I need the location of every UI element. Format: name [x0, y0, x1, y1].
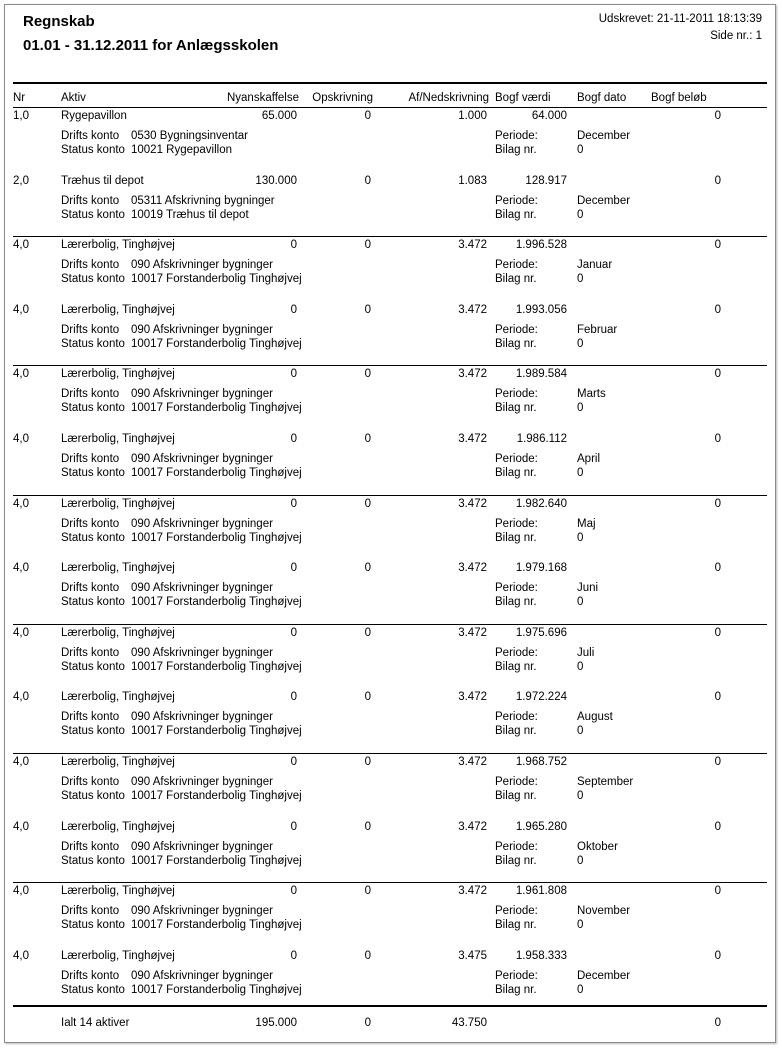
row-nr: 1,0	[13, 110, 29, 122]
status-konto-label: Status konto	[61, 919, 125, 932]
drifts-konto-label: Drifts konto	[61, 905, 120, 918]
report-title: Regnskab	[23, 13, 95, 30]
row-aktiv: Lærerbolig, Tinghøjvej	[61, 433, 175, 445]
periode-label: Periode:	[495, 323, 538, 336]
periode-label: Periode:	[495, 517, 538, 530]
row-bogf-vaerdi: 1.996.528	[515, 239, 567, 252]
status-konto-value: 10017 Forstanderbolig Tinghøjvej	[131, 337, 302, 350]
row-bogf-beloeb: 0	[714, 497, 721, 510]
status-konto-label: Status konto	[61, 725, 125, 738]
periode-value: August	[577, 711, 613, 724]
bilag-value: 0	[577, 660, 584, 673]
row-bogf-vaerdi: 1.961.808	[515, 885, 567, 898]
periode-label: Periode:	[495, 259, 538, 272]
drifts-konto-label: Drifts konto	[61, 453, 120, 465]
row-nyanskaffelse: 0	[290, 626, 297, 639]
periode-value: Oktober	[577, 840, 618, 853]
status-konto-value: 10019 Træhus til depot	[131, 208, 249, 221]
row-bogf-beloeb: 0	[714, 368, 721, 381]
row-bogf-vaerdi: 1.986.112	[516, 433, 567, 445]
row-bogf-vaerdi: 1.989.584	[515, 368, 567, 381]
status-konto-label: Status konto	[61, 402, 125, 415]
row-aktiv: Lærerbolig, Tinghøjvej	[61, 691, 175, 704]
status-konto-value: 10017 Forstanderbolig Tinghøjvej	[131, 919, 302, 932]
bilag-value: 0	[577, 467, 584, 479]
row-bogf-beloeb: 0	[714, 239, 721, 252]
status-konto-value: 10017 Forstanderbolig Tinghøjvej	[131, 596, 302, 609]
col-opskrivning: Opskrivning	[312, 92, 373, 104]
drifts-konto-label: Drifts konto	[61, 582, 120, 595]
status-konto-value: 10017 Forstanderbolig Tinghøjvej	[131, 790, 302, 802]
totals-nyanskaffelse: 195.000	[255, 1017, 297, 1029]
bilag-label: Bilag nr.	[495, 596, 537, 609]
status-konto-label: Status konto	[61, 208, 125, 221]
row-bogf-beloeb: 0	[714, 820, 721, 833]
table-row	[5, 497, 775, 561]
row-bogf-beloeb: 0	[714, 562, 721, 575]
row-opskrivning: 0	[364, 303, 371, 316]
table-row	[5, 303, 775, 367]
row-bogf-vaerdi: 128.917	[525, 174, 567, 187]
row-separator	[13, 882, 767, 883]
row-nyanskaffelse: 0	[290, 820, 297, 833]
status-konto-label: Status konto	[61, 531, 125, 544]
bilag-label: Bilag nr.	[495, 854, 537, 867]
table-row	[5, 949, 775, 1013]
table-row	[5, 690, 775, 754]
row-nr: 4,0	[13, 756, 29, 768]
bilag-value: 0	[577, 596, 584, 609]
row-bogf-beloeb: 0	[714, 949, 721, 962]
drifts-konto-value: 05311 Afskrivning bygninger	[131, 194, 275, 207]
row-afskrivning: 3.472	[458, 691, 487, 704]
bilag-label: Bilag nr.	[495, 337, 537, 350]
bilag-label: Bilag nr.	[495, 790, 537, 802]
row-nr: 4,0	[13, 691, 29, 704]
row-nyanskaffelse: 0	[290, 756, 297, 768]
drifts-konto-label: Drifts konto	[61, 711, 120, 724]
row-afskrivning: 3.472	[458, 756, 487, 768]
printed-timestamp: Udskrevet: 21-11-2011 18:13:39	[598, 13, 762, 25]
row-aktiv: Rygepavillon	[61, 110, 127, 122]
row-nr: 4,0	[13, 368, 29, 381]
col-bogf-beloeb: Bogf beløb	[651, 92, 707, 104]
totals-divider	[13, 1005, 767, 1007]
row-nyanskaffelse: 0	[290, 562, 297, 575]
periode-label: Periode:	[495, 905, 538, 918]
drifts-konto-value: 090 Afskrivninger bygninger	[131, 453, 273, 465]
drifts-konto-label: Drifts konto	[61, 259, 120, 272]
page-number: Side nr.: 1	[710, 30, 762, 42]
row-afskrivning: 3.472	[458, 626, 487, 639]
col-nyanskaffelse: Nyanskaffelse	[226, 92, 299, 104]
periode-label: Periode:	[495, 388, 538, 401]
bilag-value: 0	[577, 337, 584, 350]
row-nr: 4,0	[13, 497, 29, 510]
table-row	[5, 561, 775, 625]
drifts-konto-value: 090 Afskrivninger bygninger	[131, 582, 273, 595]
bilag-value: 0	[577, 983, 584, 996]
drifts-konto-value: 090 Afskrivninger bygninger	[131, 776, 273, 788]
drifts-konto-value: 090 Afskrivninger bygninger	[131, 259, 273, 272]
row-afskrivning: 3.472	[458, 820, 487, 833]
table-row	[5, 626, 775, 690]
periode-label: Periode:	[495, 840, 538, 853]
row-opskrivning: 0	[364, 562, 371, 575]
totals-afskrivning: 43.750	[451, 1017, 487, 1029]
row-bogf-beloeb: 0	[714, 433, 721, 445]
bilag-label: Bilag nr.	[495, 208, 537, 221]
row-separator	[13, 365, 767, 366]
totals-opskrivning: 0	[364, 1017, 371, 1029]
row-nr: 4,0	[13, 949, 29, 962]
table-row	[5, 432, 775, 496]
bilag-label: Bilag nr.	[495, 725, 537, 738]
periode-value: Februar	[577, 323, 618, 336]
row-aktiv: Lærerbolig, Tinghøjvej	[61, 562, 175, 575]
col-aktiv: Aktiv	[61, 92, 86, 104]
row-nyanskaffelse: 0	[290, 368, 297, 381]
bilag-value: 0	[577, 208, 584, 221]
row-afskrivning: 3.472	[458, 433, 487, 445]
periode-label: Periode:	[495, 711, 538, 724]
drifts-konto-label: Drifts konto	[61, 323, 120, 336]
periode-value: Januar	[577, 259, 613, 272]
row-bogf-vaerdi: 1.982.640	[515, 497, 567, 510]
bilag-label: Bilag nr.	[495, 144, 537, 156]
row-bogf-beloeb: 0	[714, 885, 721, 898]
row-nr: 4,0	[13, 885, 29, 898]
bilag-value: 0	[577, 790, 584, 802]
bilag-label: Bilag nr.	[495, 467, 537, 479]
row-bogf-beloeb: 0	[714, 626, 721, 639]
row-aktiv: Lærerbolig, Tinghøjvej	[61, 885, 175, 898]
drifts-konto-value: 090 Afskrivninger bygninger	[131, 969, 273, 982]
row-opskrivning: 0	[364, 885, 371, 898]
drifts-konto-value: 0530 Bygningsinventar	[131, 130, 248, 142]
drifts-konto-label: Drifts konto	[61, 646, 120, 659]
drifts-konto-label: Drifts konto	[61, 840, 120, 853]
periode-value: Juli	[577, 646, 595, 659]
totals-row	[5, 1016, 775, 1032]
col-afskrivning: Af/Nedskrivning	[408, 92, 489, 104]
row-nyanskaffelse: 0	[290, 949, 297, 962]
status-konto-value: 10021 Rygepavillon	[131, 144, 233, 156]
row-opskrivning: 0	[364, 626, 371, 639]
row-nr: 4,0	[13, 433, 29, 445]
row-nr: 4,0	[13, 562, 29, 575]
row-bogf-vaerdi: 1.993.056	[515, 303, 567, 316]
drifts-konto-value: 090 Afskrivninger bygninger	[131, 323, 273, 336]
row-aktiv: Lærerbolig, Tinghøjvej	[61, 303, 175, 316]
row-opskrivning: 0	[364, 756, 371, 768]
row-opskrivning: 0	[364, 497, 371, 510]
totals-bogf-beloeb: 0	[714, 1017, 721, 1029]
report-page	[4, 4, 776, 1043]
row-opskrivning: 0	[364, 820, 371, 833]
bilag-value: 0	[577, 402, 584, 415]
row-nyanskaffelse: 0	[290, 303, 297, 316]
bilag-label: Bilag nr.	[495, 402, 537, 415]
row-separator	[13, 495, 767, 496]
bilag-value: 0	[577, 725, 584, 738]
bilag-value: 0	[577, 919, 584, 932]
row-bogf-beloeb: 0	[714, 691, 721, 704]
status-konto-value: 10017 Forstanderbolig Tinghøjvej	[131, 273, 302, 286]
periode-label: Periode:	[495, 582, 538, 595]
row-afskrivning: 3.472	[458, 885, 487, 898]
periode-value: April	[577, 453, 601, 465]
bilag-value: 0	[577, 273, 584, 286]
drifts-konto-label: Drifts konto	[61, 517, 120, 530]
drifts-konto-label: Drifts konto	[61, 388, 120, 401]
periode-label: Periode:	[495, 969, 538, 982]
bilag-value: 0	[577, 531, 584, 544]
row-nyanskaffelse: 65.000	[261, 110, 297, 122]
drifts-konto-value: 090 Afskrivninger bygninger	[131, 646, 273, 659]
row-nr: 2,0	[13, 174, 29, 187]
row-aktiv: Lærerbolig, Tinghøjvej	[61, 820, 175, 833]
periode-value: December	[577, 130, 631, 142]
row-opskrivning: 0	[364, 691, 371, 704]
row-bogf-vaerdi: 1.965.280	[515, 820, 567, 833]
row-bogf-beloeb: 0	[714, 303, 721, 316]
row-afskrivning: 3.472	[458, 562, 487, 575]
row-aktiv: Træhus til depot	[61, 174, 144, 187]
row-bogf-beloeb: 0	[714, 756, 721, 768]
row-aktiv: Lærerbolig, Tinghøjvej	[61, 756, 175, 768]
row-bogf-vaerdi: 64.000	[531, 110, 567, 122]
drifts-konto-value: 090 Afskrivninger bygninger	[131, 840, 273, 853]
table-row	[5, 109, 775, 173]
periode-label: Periode:	[495, 646, 538, 659]
col-bogf-dato: Bogf dato	[577, 92, 627, 104]
periode-value: Marts	[577, 388, 606, 401]
row-bogf-beloeb: 0	[714, 174, 721, 187]
status-konto-value: 10017 Forstanderbolig Tinghøjvej	[131, 531, 302, 544]
row-separator	[13, 236, 767, 237]
status-konto-label: Status konto	[61, 596, 125, 609]
table-row	[5, 238, 775, 302]
periode-label: Periode:	[495, 776, 538, 788]
row-nyanskaffelse: 0	[290, 239, 297, 252]
row-afskrivning: 3.472	[458, 239, 487, 252]
row-nyanskaffelse: 0	[290, 497, 297, 510]
table-row	[5, 755, 775, 819]
row-separator	[13, 753, 767, 754]
status-konto-value: 10017 Forstanderbolig Tinghøjvej	[131, 402, 302, 415]
status-konto-label: Status konto	[61, 144, 125, 156]
drifts-konto-label: Drifts konto	[61, 194, 120, 207]
row-aktiv: Lærerbolig, Tinghøjvej	[61, 949, 175, 962]
status-konto-label: Status konto	[61, 790, 125, 802]
table-row	[5, 367, 775, 431]
drifts-konto-label: Drifts konto	[61, 776, 120, 788]
column-header-divider	[13, 107, 767, 108]
row-aktiv: Lærerbolig, Tinghøjvej	[61, 368, 175, 381]
status-konto-value: 10017 Forstanderbolig Tinghøjvej	[131, 854, 302, 867]
row-afskrivning: 3.475	[458, 949, 487, 962]
status-konto-label: Status konto	[61, 337, 125, 350]
header-divider	[13, 82, 767, 84]
row-bogf-vaerdi: 1.972.224	[515, 691, 567, 704]
status-konto-label: Status konto	[61, 660, 125, 673]
status-konto-label: Status konto	[61, 273, 125, 286]
row-opskrivning: 0	[364, 174, 371, 187]
periode-value: Maj	[577, 517, 596, 530]
row-opskrivning: 0	[364, 949, 371, 962]
bilag-label: Bilag nr.	[495, 919, 537, 932]
row-nyanskaffelse: 0	[290, 885, 297, 898]
periode-value: December	[577, 969, 631, 982]
drifts-konto-value: 090 Afskrivninger bygninger	[131, 388, 273, 401]
totals-label: Ialt 14 aktiver	[61, 1017, 130, 1029]
periode-label: Periode:	[495, 453, 538, 465]
periode-value: December	[577, 194, 631, 207]
periode-label: Periode:	[495, 130, 538, 142]
row-afskrivning: 1.083	[458, 174, 487, 187]
row-nyanskaffelse: 0	[290, 433, 297, 445]
col-nr: Nr	[13, 92, 26, 104]
status-konto-label: Status konto	[61, 983, 125, 996]
row-bogf-vaerdi: 1.979.168	[515, 562, 567, 575]
row-afskrivning: 3.472	[458, 368, 487, 381]
row-bogf-beloeb: 0	[714, 110, 721, 122]
row-nyanskaffelse: 0	[290, 691, 297, 704]
periode-label: Periode:	[495, 194, 538, 207]
row-aktiv: Lærerbolig, Tinghøjvej	[61, 239, 175, 252]
row-nr: 4,0	[13, 820, 29, 833]
row-opskrivning: 0	[364, 433, 371, 445]
table-row	[5, 884, 775, 948]
row-afskrivning: 3.472	[458, 497, 487, 510]
column-header-row	[5, 91, 775, 107]
bilag-label: Bilag nr.	[495, 660, 537, 673]
status-konto-value: 10017 Forstanderbolig Tinghøjvej	[131, 467, 302, 479]
bilag-label: Bilag nr.	[495, 531, 537, 544]
row-bogf-vaerdi: 1.958.333	[515, 949, 567, 962]
row-afskrivning: 1.000	[458, 110, 487, 122]
col-bogf-vaerdi: Bogf værdi	[495, 92, 551, 104]
status-konto-value: 10017 Forstanderbolig Tinghøjvej	[131, 983, 302, 996]
report-period: 01.01 - 31.12.2011 for Anlægsskolen	[23, 37, 279, 54]
drifts-konto-value: 090 Afskrivninger bygninger	[131, 517, 273, 530]
status-konto-label: Status konto	[61, 467, 125, 479]
row-nyanskaffelse: 130.000	[255, 174, 297, 187]
row-aktiv: Lærerbolig, Tinghøjvej	[61, 497, 175, 510]
row-nr: 4,0	[13, 626, 29, 639]
row-bogf-vaerdi: 1.968.752	[515, 756, 567, 768]
drifts-konto-value: 090 Afskrivninger bygninger	[131, 711, 273, 724]
periode-value: November	[577, 905, 631, 918]
bilag-label: Bilag nr.	[495, 273, 537, 286]
row-opskrivning: 0	[364, 110, 371, 122]
row-aktiv: Lærerbolig, Tinghøjvej	[61, 626, 175, 639]
status-konto-label: Status konto	[61, 854, 125, 867]
row-nr: 4,0	[13, 303, 29, 316]
periode-value: Juni	[577, 582, 599, 595]
status-konto-value: 10017 Forstanderbolig Tinghøjvej	[131, 660, 302, 673]
row-bogf-vaerdi: 1.975.696	[515, 626, 567, 639]
periode-value: September	[577, 776, 634, 788]
bilag-label: Bilag nr.	[495, 983, 537, 996]
bilag-value: 0	[577, 144, 584, 156]
bilag-value: 0	[577, 854, 584, 867]
row-opskrivning: 0	[364, 239, 371, 252]
row-afskrivning: 3.472	[458, 303, 487, 316]
drifts-konto-label: Drifts konto	[61, 130, 120, 142]
drifts-konto-label: Drifts konto	[61, 969, 120, 982]
table-row	[5, 174, 775, 238]
table-row	[5, 820, 775, 884]
drifts-konto-value: 090 Afskrivninger bygninger	[131, 905, 273, 918]
status-konto-value: 10017 Forstanderbolig Tinghøjvej	[131, 725, 302, 738]
row-separator	[13, 624, 767, 625]
row-opskrivning: 0	[364, 368, 371, 381]
row-nr: 4,0	[13, 239, 29, 252]
